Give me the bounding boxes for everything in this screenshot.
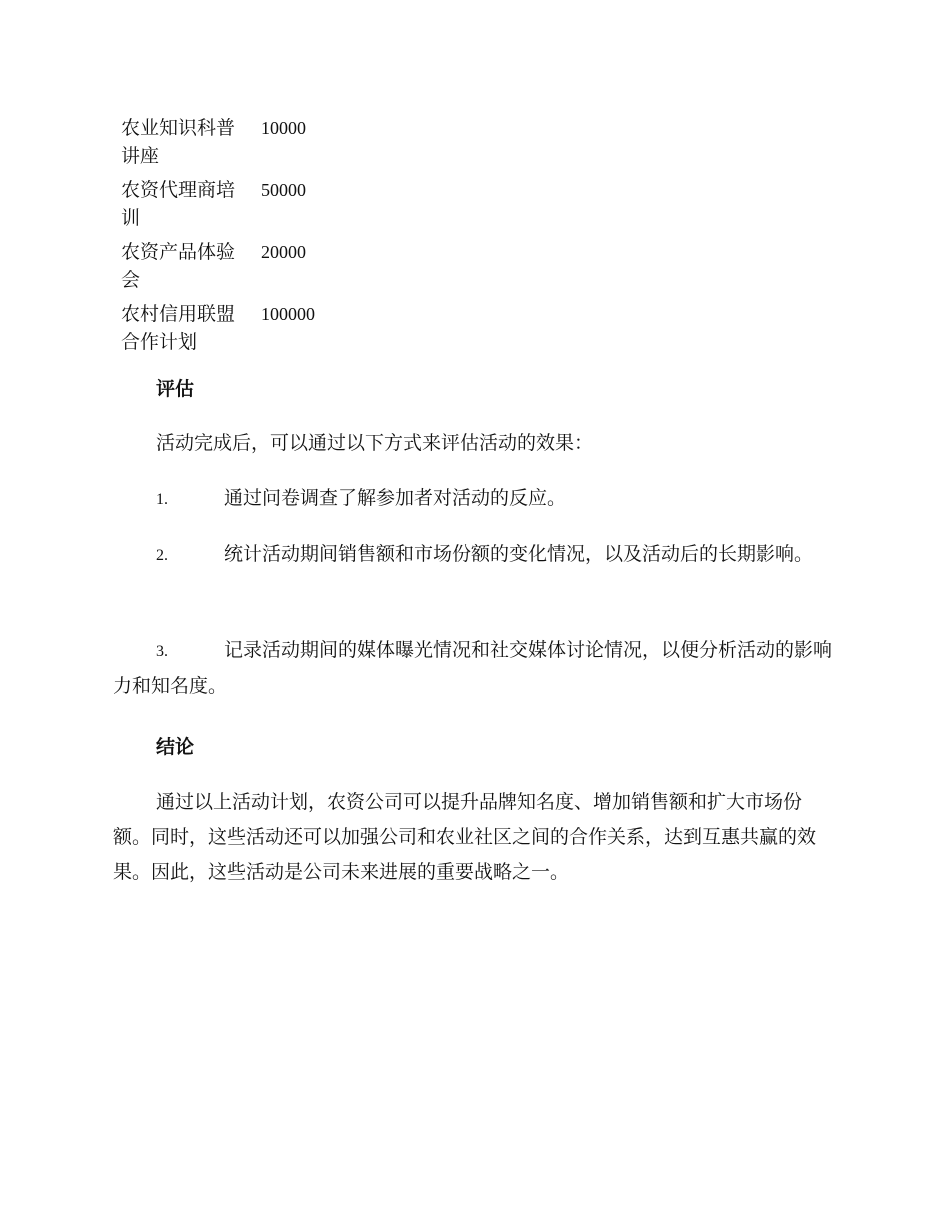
table-cell-item: 农资代理商培训 [121, 179, 236, 229]
list-number: 3. [156, 643, 168, 660]
list-item-text: 通过问卷调查了解参加者对活动的反应。 [224, 487, 567, 509]
list-item [113, 481, 833, 517]
table-row [113, 176, 315, 238]
evaluation-intro: 活动完成后，可以通过以下方式来评估活动的效果： [156, 432, 594, 454]
conclusion-body: 通过以上活动计划，农资公司可以提升品牌知名度、增加销售额和扩大市场份额。同时，这些活动还可以加强公司和农业社区之间的合作关系，达到互惠共赢的效果。因此，这些活动是公司未来进展的重要战略之一。 [113, 791, 817, 883]
list-item-text: 统计活动期间销售额和市场份额的变化情况，以及活动后的长期影响。 [224, 543, 814, 565]
list-number: 2. [156, 547, 168, 564]
table-cell-amount: 100000 [261, 304, 315, 324]
table-row [113, 238, 315, 300]
table-cell-amount: 10000 [261, 118, 306, 138]
table-cell-item: 农业知识科普讲座 [121, 117, 236, 167]
table-cell-item: 农村信用联盟合作计划 [121, 303, 236, 353]
table-cell-amount: 20000 [261, 242, 306, 262]
list-item-text: 记录活动期间的媒体曝光情况和社交媒体讨论情况，以便分析活动的影响力和知名度。 [113, 639, 833, 697]
evaluation-heading: 评估 [156, 378, 195, 400]
list-item [113, 537, 833, 573]
table-row [113, 300, 315, 362]
table-cell-amount: 50000 [261, 180, 306, 200]
list-item [113, 633, 833, 704]
list-number: 1. [156, 491, 168, 508]
table-cell-item: 农资产品体验会 [121, 241, 236, 291]
conclusion-heading: 结论 [156, 736, 195, 758]
table-row [113, 114, 315, 176]
budget-table [113, 114, 315, 362]
